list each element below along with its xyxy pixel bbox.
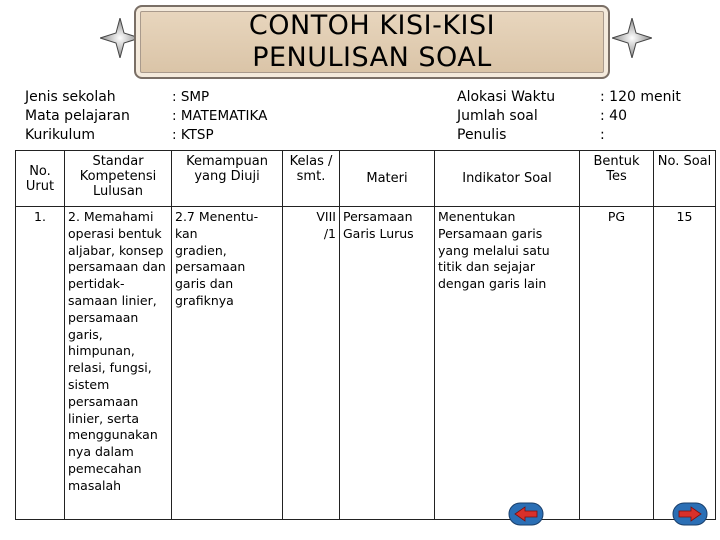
- header-kelas: Kelas / smt.: [283, 151, 340, 207]
- header-no-urut: No. Urut: [16, 151, 65, 207]
- info-right-values: : 120 menit : 40 :: [600, 89, 681, 143]
- title-banner: [134, 5, 610, 79]
- header-bentuk: Bentuk Tes: [580, 151, 654, 207]
- cell-indikator: Menentukan Persamaan garis yang melalui satu titik dan sejajar dengan garis lain: [435, 207, 580, 520]
- cell-no-urut: 1.: [16, 207, 65, 520]
- cell-kelas: VIII /1: [283, 207, 340, 520]
- cell-materi: Persamaan Garis Lurus: [340, 207, 435, 520]
- next-button[interactable]: [672, 502, 708, 526]
- info-right-labels: Alokasi Waktu Jumlah soal Penulis: [457, 89, 556, 143]
- kisi-kisi-table: [15, 150, 716, 520]
- cell-standar: 2. Memahami operasi bentuk aljabar, konsep persamaan dan pertidak-samaan linier, persamaan garis, himpunan, relasi, fungsi, sistem persamaan linier, serta menggunakan nya dalam pemecahan masalah: [65, 207, 172, 520]
- header-no-soal: No. Soal: [654, 151, 716, 207]
- info-left-values: : SMP : MATEMATIKA : KTSP: [172, 89, 268, 143]
- prev-button[interactable]: [508, 502, 544, 526]
- header-indikator: Indikator Soal: [435, 151, 580, 207]
- header-materi: Materi: [340, 151, 435, 207]
- cell-bentuk: PG: [580, 207, 654, 520]
- header-standar: Standar Kompetensi Lulusan: [65, 151, 172, 207]
- header-kemampuan: Kemampuan yang Diuji: [172, 151, 283, 207]
- info-left-labels: Jenis sekolah Mata pelajaran Kurikulum: [25, 89, 130, 143]
- table-row: [16, 207, 716, 520]
- page-title: CONTOH KISI-KISI PENULISAN SOAL: [248, 10, 496, 73]
- cell-kemampuan: 2.7 Menentu- kan gradien, persamaan garis dan grafiknya: [172, 207, 283, 520]
- star-burst-icon: [612, 18, 652, 58]
- table-header-row: [16, 151, 716, 207]
- cell-no-soal: 15: [654, 207, 716, 520]
